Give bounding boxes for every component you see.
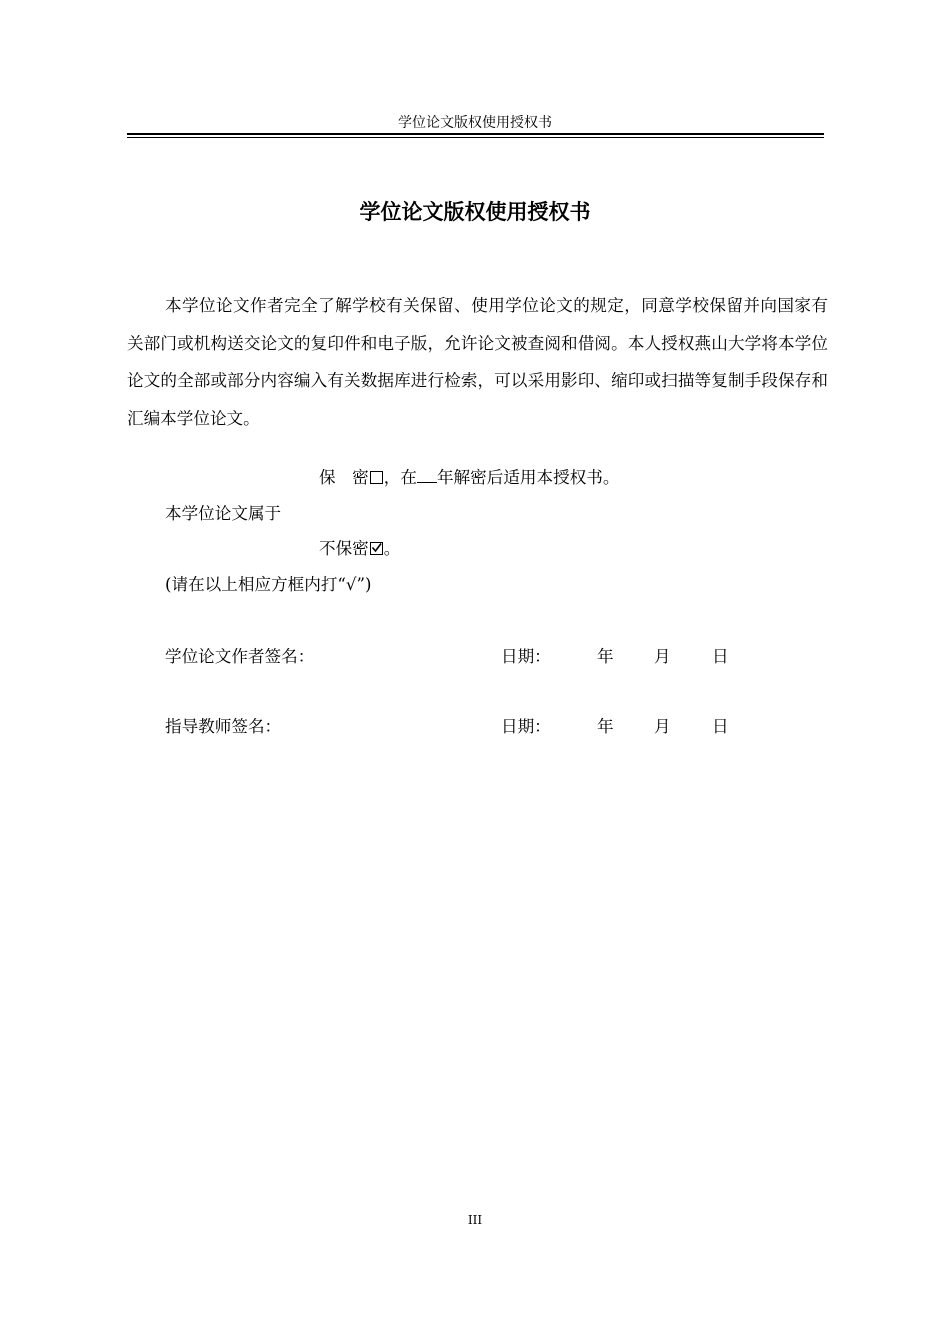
advisor-date-year: 年 bbox=[597, 717, 614, 736]
author-date-label: 日期： bbox=[501, 647, 551, 666]
secret-checkbox[interactable] bbox=[370, 471, 383, 484]
nonsecret-after: 。 bbox=[383, 539, 401, 558]
advisor-signature-label: 指导教师签名： bbox=[165, 717, 282, 736]
years-blank[interactable] bbox=[417, 468, 437, 483]
checkmark-icon bbox=[370, 541, 383, 554]
nonsecret-label: 不保密 bbox=[319, 539, 369, 558]
author-date-day: 日 bbox=[712, 647, 729, 666]
advisor-date-day: 日 bbox=[712, 717, 729, 736]
secret-text-after: 年解密后适用本授权书。 bbox=[436, 468, 620, 487]
nonsecret-checkbox[interactable] bbox=[370, 542, 383, 555]
page-number: III bbox=[467, 1213, 483, 1227]
secret-text-before: ，在 bbox=[383, 468, 417, 487]
author-signature-label: 学位论文作者签名： bbox=[165, 647, 315, 666]
checkbox-instruction: (请在以上相应方框内打“√”) bbox=[165, 575, 372, 594]
secret-option-line bbox=[319, 467, 620, 489]
advisor-date-label: 日期： bbox=[501, 717, 551, 736]
secret-label: 保 密 bbox=[319, 468, 369, 487]
document-title: 学位论文版权使用授权书 bbox=[359, 200, 591, 224]
authorization-paragraph: 本学位论文作者完全了解学校有关保留、使用学位论文的规定，同意学校保留并向国家有关部门或机构送交论文的复印件和电子版，允许论文被查阅和借阅。本人授权燕山大学将本学位论文的全部或部分内容编入有关数据库进行检索，可以采用影印、缩印或扫描等复制手段保存和汇编本学位论文。 bbox=[127, 296, 828, 428]
header-rule-thick bbox=[127, 133, 824, 135]
author-date-month: 月 bbox=[654, 647, 671, 666]
advisor-date-month: 月 bbox=[654, 717, 671, 736]
belongs-label: 本学位论文属于 bbox=[165, 504, 282, 523]
running-header: 学位论文版权使用授权书 bbox=[398, 115, 552, 131]
nonsecret-option-line bbox=[319, 538, 400, 560]
header-rule-thin bbox=[127, 137, 824, 138]
author-date-year: 年 bbox=[597, 647, 614, 666]
